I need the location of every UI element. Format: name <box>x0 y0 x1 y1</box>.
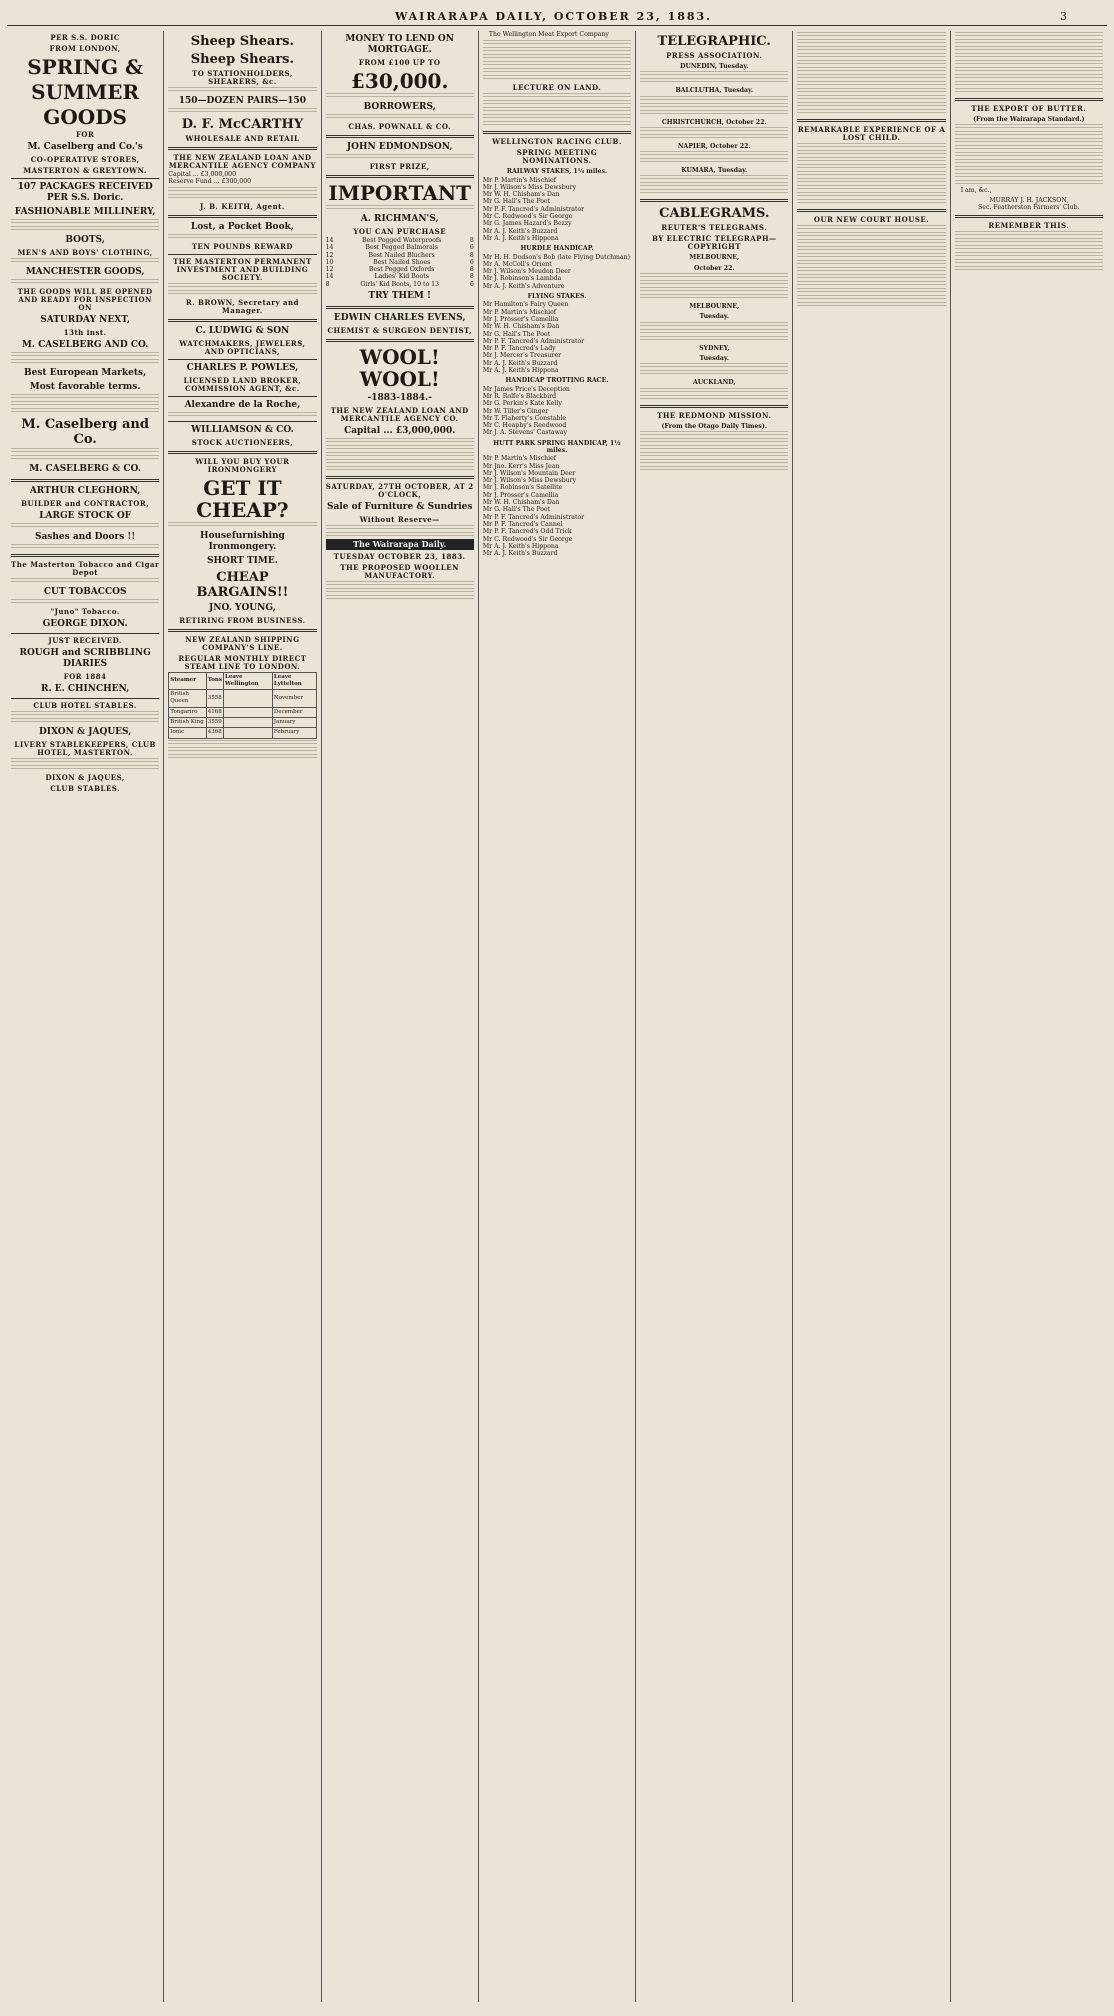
table-cell: 3559 <box>206 718 223 728</box>
list-item: Mr P. F. Tancred's Administrator <box>482 337 585 345</box>
newspaper-page <box>7 7 1107 2002</box>
column-5 <box>636 31 793 2002</box>
dunedin-dateline: DUNEDIN, Tuesday. <box>680 63 749 70</box>
list-item: Mr J. Prosser's Camellia <box>482 491 559 499</box>
nz-loan: THE NEW ZEALAND LOAN AND MERCANTILE AGENCY CO. <box>330 406 469 424</box>
list-item: Mr G. Hall's The Poet <box>482 330 551 338</box>
list-item: Mr J. A. Stevens' Castaway <box>482 429 568 437</box>
hutt-list <box>483 455 631 557</box>
signer-role: Sec. Featherston Farmers' Club. <box>978 203 1080 211</box>
napier-dateline: NAPIER, October 22. <box>677 142 751 150</box>
oct22-line: October 22. <box>693 264 735 272</box>
without-reserve: Without Reserve— <box>359 515 440 525</box>
table-cell: Leave Wellington <box>223 672 272 690</box>
list-item: Mr C. Redwood's Sir George <box>482 213 573 221</box>
list-item: Mr P. F. Tancred's Administrator <box>482 205 585 213</box>
hurdle-list <box>483 254 631 290</box>
list-item: Mr J. Wilson's Meudon Deer <box>482 268 571 276</box>
columns <box>7 31 1107 2002</box>
club-stables: CLUB STABLES. <box>50 784 121 793</box>
list-item: Mr J. Mercer's Treasurer <box>482 352 562 360</box>
list-item: Mr T. Flaherty's Constable <box>482 414 567 422</box>
spring-heading: SPRING & <box>27 55 144 79</box>
list-item: Mr Jno. Kerr's Miss Jean <box>482 462 560 470</box>
boot-price-list <box>326 237 474 288</box>
press-association: PRESS ASSOCIATION. <box>666 51 763 60</box>
railway-heading: RAILWAY STAKES, 1¼ miles. <box>506 168 608 176</box>
chemist-line: CHEMIST & SURGEON DENTIST, <box>327 326 472 336</box>
ironmongery-q: WILL YOU BUY YOUR IRONMONGERY <box>195 456 290 474</box>
column-4 <box>479 31 636 2002</box>
list-item: Mr W. Tiller's Ginger <box>482 407 549 415</box>
list-item: 8 Girls' Kid Boots, 10 to 13 6 <box>325 280 474 288</box>
table-row <box>169 718 316 728</box>
butter-heading: THE EXPORT OF BUTTER. <box>971 104 1087 113</box>
table-cell: February <box>272 728 316 738</box>
list-item: Mr J. Robinson's Satellite <box>482 484 563 492</box>
received-line: JUST RECEIVED. <box>48 636 122 645</box>
dj-sig: DIXON & JAQUES, <box>45 773 125 782</box>
list-item: Mr C. Redwood's Sir George <box>482 535 573 543</box>
trotting-list <box>483 386 631 437</box>
list-item: Mr R. Rolfe's Blackbird <box>482 392 557 400</box>
electric-line: BY ELECTRIC TELEGRAPH—COPYRIGHT <box>651 234 777 252</box>
licensed-line: LICENSED LAND BROKER, COMMISSION AGENT, &c. <box>183 375 302 393</box>
powles-name: CHARLES P. POWLES, <box>186 362 299 373</box>
meat-company: The Wellington Meat Export Company <box>488 31 609 38</box>
sydney-dateline: SYDNEY, <box>699 344 730 352</box>
powell-sig: CHAS. POWNALL & CO. <box>348 122 451 131</box>
list-item: Mr C. Heaphy's Reedwood <box>482 422 567 430</box>
list-item: Mr Hamilton's Fairy Queen <box>482 301 569 309</box>
flying-list <box>483 301 631 374</box>
auckland-dateline: AUCKLAND, <box>692 379 736 387</box>
list-item: Mr P. Martin's Mischief <box>482 176 557 184</box>
newspaper-title: WAIRARAPA DAILY, OCTOBER 23, 1883. <box>394 9 713 23</box>
list-item: Mr A. J. Keith's Hippona <box>482 234 559 242</box>
list-item: 14 Ladies' Kid Boots 8 <box>325 273 474 281</box>
column-1 <box>7 31 164 2002</box>
edmondson-name: JOHN EDMONDSON, <box>346 142 453 152</box>
christchurch-dateline: CHRISTCHURCH, October 22. <box>661 118 767 126</box>
firm2-line: M. CASELBERG AND CO. <box>21 340 149 350</box>
sheep-heading-2: Sheep Shears. <box>190 52 295 67</box>
table-row <box>169 707 316 717</box>
table-row <box>169 728 316 738</box>
saturday-line: SATURDAY NEXT, <box>40 315 131 325</box>
list-item: Mr A. J. Keith's Buzzard <box>482 359 558 367</box>
page-number: 3 <box>1060 9 1067 23</box>
table-cell: November <box>272 690 316 708</box>
list-item: Mr A. McColl's Orient <box>482 260 552 268</box>
ship-line: PER S.S. DORIC <box>50 33 120 42</box>
list-item: 12 Best Nailed Bluchers 8 <box>325 251 474 259</box>
list-item: Mr P. F. Tancred's Lady <box>482 345 556 353</box>
mccarthy-name: D. F. McCARTHY <box>181 117 304 132</box>
first-prize: FIRST PRIZE, <box>369 162 430 171</box>
dozen-line: 150—DOZEN PAIRS—150 <box>178 96 307 106</box>
table-cell: British King <box>169 718 206 728</box>
money-heading: MONEY TO LEND ON MORTGAGE. <box>345 34 454 55</box>
railway-list <box>483 177 631 243</box>
list-item: Mr J. Wilson's Miss Dewsbury <box>482 183 577 191</box>
stock-auctioneers: STOCK AUCTIONEERS, <box>191 437 294 447</box>
reuter-line: REUTER'S TELEGRAMS. <box>661 223 768 233</box>
column-6 <box>793 31 950 2002</box>
wool-heading: WOOL! WOOL! <box>359 345 440 392</box>
table-cell: Leave Lyttelton <box>272 672 316 690</box>
list-item: Mr A. J. Keith's Adventure <box>482 282 565 290</box>
column-7 <box>951 31 1107 2002</box>
williamson-name: WILLIAMSON & CO. <box>191 424 294 435</box>
nz-agency: THE NEW ZEALAND LOAN AND MERCANTILE AGENCY COMPANY <box>168 153 316 170</box>
table-cell: Steamer <box>169 672 206 690</box>
boots-line: BOOTS, <box>65 235 105 245</box>
sale-date: SATURDAY, 27TH OCTOBER, AT 2 O'CLOCK, <box>325 482 474 500</box>
best-markets: Best European Markets, <box>24 368 147 378</box>
balclutha-dateline: BALCLUTHA, Tuesday. <box>675 87 754 95</box>
redmond-heading: THE REDMOND MISSION. <box>657 410 772 420</box>
reserve-line: Reserve Fund ... £300,000 <box>168 178 252 186</box>
dixon-jaques: DIXON & JAQUES, <box>38 727 132 737</box>
list-item: Mr J. Wilson's Mountain Deer <box>482 469 576 477</box>
melbourne-dateline: MELBOURNE, <box>689 254 740 262</box>
young-name: JNO. YOUNG, <box>208 602 276 613</box>
chinchen-name: R. E. CHINCHEN, <box>40 684 130 694</box>
roche-name: Alexandre de la Roche, <box>184 399 301 410</box>
goods-heading: GOODS <box>43 105 127 129</box>
table-cell: Ionic <box>169 728 206 738</box>
column-2 <box>164 31 321 2002</box>
firm-name: M. Caselberg and Co.'s <box>27 142 143 152</box>
building-society: THE MASTERTON PERMANENT INVESTMENT AND BUILDING SOCIETY. <box>173 256 312 282</box>
table-cell <box>223 728 272 738</box>
diaries-line: ROUGH and SCRIBBLING DIARIES <box>19 648 151 669</box>
list-item: 12 Best Pegged Oxfords 8 <box>325 266 474 274</box>
racing-heading: WELLINGTON RACING CLUB. <box>492 137 622 147</box>
stores-place: MASTERTON & GREYTOWN. <box>23 166 147 175</box>
list-item: Mr H. H. Dodson's Bob (late Flying Dutchman) <box>482 253 631 261</box>
list-item: Mr A. J. Keith's Buzzard <box>482 550 558 558</box>
stores-name: CO-OPERATIVE STORES, <box>30 155 140 164</box>
trotting-heading: HANDICAP TROTTING RACE. <box>505 377 609 385</box>
capital-list <box>168 171 316 186</box>
table-cell: Tongariro <box>169 707 206 717</box>
lost-heading: Lost, a Pocket Book, <box>190 221 294 232</box>
table-cell: British Queen <box>169 690 206 708</box>
sale-heading: Sale of Furniture & Sundries <box>326 502 473 513</box>
important-heading: IMPORTANT <box>328 181 472 205</box>
table-cell <box>223 707 272 717</box>
table-row <box>169 690 316 708</box>
capital-3: Capital ... £3,000,000. <box>344 426 456 437</box>
inspection-line: THE GOODS WILL BE OPENED AND READY FOR INSPECTION ON <box>17 287 153 312</box>
table-cell: Tons <box>206 672 223 690</box>
capital-line: Capital ... £3,000,000 <box>168 171 237 178</box>
list-item: 14 Best Pegged Waterproofs 8 <box>325 237 474 244</box>
purchase-line: YOU CAN PURCHASE <box>353 227 447 236</box>
evens-name: EDWIN CHARLES EVENS, <box>333 313 466 324</box>
sashes-line: Sashes and Doors !! <box>34 532 136 542</box>
cut-tobacco: CUT TOBACCOS <box>43 587 127 597</box>
list-item: 14 Best Pegged Balmorals 6 <box>325 244 474 252</box>
remember-heading: REMEMBER THIS. <box>988 221 1070 231</box>
shipping-table <box>168 672 316 739</box>
hutt-heading: HUTT PARK SPRING HANDICAP, 1½ miles. <box>493 439 621 454</box>
list-item: Mr A. J. Keith's Hippona <box>482 367 559 375</box>
otago-credit: (From the Otago Daily Times). <box>661 422 767 430</box>
lecture-heading: LECTURE ON LAND. <box>512 83 602 93</box>
table-cell: 4168 <box>206 707 223 717</box>
packages-line: 107 PACKAGES RECEIVED PER S.S. Doric. <box>17 182 153 203</box>
issue-date: TUESDAY OCTOBER 23, 1883. <box>333 552 466 562</box>
list-item: Mr J. Robinson's Lambda <box>482 275 562 283</box>
try-them: TRY THEM ! <box>368 291 431 302</box>
column-3 <box>322 31 479 2002</box>
list-item: Mr P. Martin's Mischief <box>482 308 557 316</box>
juno-tobacco: "Juno" Tobacco. <box>50 607 120 616</box>
signoff: I am, &c., <box>960 187 992 195</box>
season-line: -1883-1884.- <box>367 393 432 404</box>
list-item: Mr W. H. Chisham's Dan <box>482 499 560 507</box>
daily-nameplate: The Wairarapa Daily. <box>326 539 474 550</box>
from-line: FROM LONDON, <box>49 44 121 53</box>
bargains-line: CHEAP BARGAINS!! <box>196 569 289 600</box>
caselberg-sig2: M. CASELBERG & CO. <box>29 464 141 474</box>
tuesday-line: Tuesday. <box>699 313 729 321</box>
list-item: Mr P. Martin's Mischief <box>482 455 557 463</box>
table-cell: 3558 <box>206 690 223 708</box>
cablegrams-heading: CABLEGRAMS. <box>659 206 770 222</box>
clothing-line: MEN'S AND BOYS' CLOTHING, <box>17 248 153 257</box>
housefurnishing-line: Housefurnishing Ironmongery. <box>200 530 285 552</box>
cheap-heading: GET IT CHEAP? <box>196 475 289 522</box>
flying-heading: FLYING STAKES. <box>527 293 587 301</box>
list-item: Mr W. H. Chisham's Dan <box>482 323 560 331</box>
for-line: FOR <box>75 130 95 139</box>
favorable-terms: Most favorable terms. <box>29 382 141 392</box>
ludwig-name: C. LUDWIG & SON <box>195 325 290 336</box>
from-amount: FROM £100 UP TO <box>358 58 441 67</box>
richmans: A. RICHMAN'S, <box>360 214 439 224</box>
list-item: Mr G. Hall's The Poet <box>482 506 551 514</box>
list-item: Mr A. J. Keith's Hippona <box>482 542 559 550</box>
stock-line: LARGE STOCK OF <box>39 511 132 521</box>
monthly-line: REGULAR MONTHLY DIRECT STEAM LINE TO LONDON. <box>178 653 307 671</box>
list-item: Mr P. F. Tancred's Administrator <box>482 513 585 521</box>
courthouse-heading: OUR NEW COURT HOUSE. <box>813 215 930 224</box>
list-item: Mr G. James Hazard's Bezzy <box>482 220 572 228</box>
standard-credit: (From the Wairarapa Standard.) <box>973 116 1085 123</box>
reward-line: TEN POUNDS REWARD <box>191 241 294 251</box>
kumara-dateline: KUMARA, Tuesday. <box>681 167 748 175</box>
list-item: Mr J. Prosser's Camellia <box>482 315 559 323</box>
nominations-heading: SPRING MEETING NOMINATIONS. <box>516 148 598 166</box>
retiring-line: RETIRING FROM BUSINESS. <box>179 615 306 625</box>
watch-line: WATCHMAKERS, JEWELERS, AND OPTICIANS, <box>179 338 306 356</box>
station-line: TO STATIONHOLDERS, SHEARERS, &c. <box>192 69 293 86</box>
list-item: Mr P. F. Tancred's Odd Trick <box>482 528 572 536</box>
hurdle-heading: HURDLE HANDICAP. <box>520 245 594 253</box>
tuesday-line-2: Tuesday. <box>699 354 729 362</box>
tobacco-depot: The Masterton Tobacco and Cigar Depot <box>11 560 160 577</box>
list-item: Mr W. H. Chisham's Dan <box>482 191 560 199</box>
list-item: Mr G. Hall's The Poet <box>482 198 551 206</box>
fashion-line: FASHIONABLE MILLINERY, <box>14 207 156 217</box>
list-item: Mr G. Perkin's Kate Kelly <box>482 400 562 408</box>
proposed-heading: THE PROPOSED WOOLLEN MANUFACTORY. <box>340 563 460 581</box>
manchester-line: MANCHESTER GOODS, <box>25 267 145 277</box>
amount: £30,000. <box>350 69 449 93</box>
borrowers: BORROWERS, <box>363 102 436 112</box>
table-cell <box>223 718 272 728</box>
date-line: 13th inst. <box>63 328 107 337</box>
list-item: Mr P. F. Tancred's Cannel <box>482 520 563 528</box>
table-cell: January <box>272 718 316 728</box>
list-item: Mr A. J. Keith's Buzzard <box>482 227 558 235</box>
shipping-line: NEW ZEALAND SHIPPING COMPANY'S LINE. <box>185 634 300 652</box>
telegraphic-heading: TELEGRAPHIC. <box>657 34 771 49</box>
summer-heading: SUMMER <box>31 80 140 104</box>
dixon-name: GEORGE DIXON. <box>42 619 128 629</box>
table-cell: December <box>272 707 316 717</box>
masthead <box>7 7 1107 26</box>
short-time: SHORT TIME. <box>206 555 278 566</box>
signer: MURRAY J. H. JACKSON, <box>989 196 1069 204</box>
stables-heading: CLUB HOTEL STABLES. <box>33 701 137 710</box>
year-line: FOR 1884 <box>63 672 107 681</box>
sheep-heading-1: Sheep Shears. <box>190 34 295 49</box>
melbourne-dateline-2: MELBOURNE, <box>689 303 740 311</box>
builder-line: BUILDER and CONTRACTOR, <box>21 499 150 508</box>
keith-sig: J. B. KEITH, Agent. <box>199 201 285 211</box>
livery-line: LIVERY STABLEKEEPERS, CLUB HOTEL, MASTERTON. <box>14 740 156 757</box>
table-row <box>169 672 316 690</box>
list-item: 10 Best Nailed Shoes 6 <box>325 258 474 266</box>
wholesale-line: WHOLESALE AND RETAIL <box>185 134 300 143</box>
list-item: Mr J. Wilson's Miss Dewsbury <box>482 477 577 485</box>
table-cell: 4368 <box>206 728 223 738</box>
table-cell <box>223 690 272 708</box>
brown-sig: R. BROWN, Secretary and Manager. <box>185 297 299 315</box>
caselberg-sig: M. Caselberg and Co. <box>21 417 149 447</box>
cleghorn-name: ARTHUR CLEGHORN, <box>29 486 141 496</box>
list-item: Mr James Price's Deception <box>482 385 570 393</box>
remarkable-heading: REMARKABLE EXPERIENCE OF A LOST CHILD. <box>797 125 946 142</box>
